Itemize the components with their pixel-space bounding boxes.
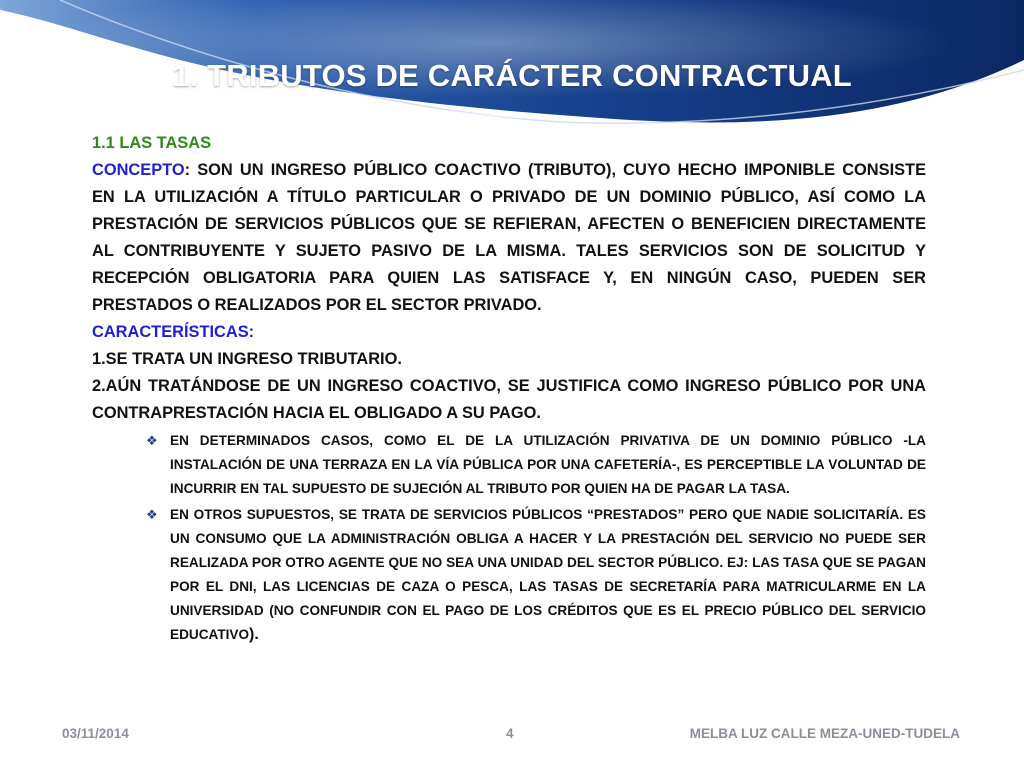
section-heading: 1.1 LAS TASAS bbox=[92, 134, 212, 152]
bullet-text: EN DETERMINADOS CASOS, COMO EL DE LA UTILIZACIÓN PRIVATIVA DE UN DOMINIO PÚBLICO -LA INSTALACIÓN DE UNA TERRAZA EN LA VÍA PÚBLICA POR UNA CAFETERÍA-, ES PERCEPTIBLE LA VOLUNTAD DE INCURRIR EN TAL SUPUESTO DE SUJECIÓN AL TRIBUTO POR QUIEN HA DE PAGAR LA TASA. bbox=[170, 433, 926, 496]
characteristics-label: CARACTERÍSTICAS: bbox=[92, 323, 255, 341]
slide-body bbox=[92, 130, 926, 649]
slide-title: 1. TRIBUTOS DE CARÁCTER CONTRACTUAL bbox=[172, 58, 852, 93]
characteristic-point-1: 1.SE TRATA UN INGRESO TRIBUTARIO. bbox=[92, 350, 402, 368]
characteristic-point-2: 2.AÚN TRATÁNDOSE DE UN INGRESO COACTIVO, SE JUSTIFICA COMO INGRESO PÚBLICO POR UNA CONTRAPRESTACIÓN HACIA EL OBLIGADO A SU PAGO. bbox=[92, 377, 926, 422]
footer-author: MELBA LUZ CALLE MEZA-UNED-TUDELA bbox=[689, 726, 960, 741]
concept-label: CONCEPTO bbox=[92, 161, 185, 179]
footer-date: 03/11/2014 bbox=[62, 726, 129, 741]
concept-text: : SON UN INGRESO PÚBLICO COACTIVO (TRIBUTO), CUYO HECHO IMPONIBLE CONSISTE EN LA UTILIZACIÓN A TÍTULO PARTICULAR O PRIVADO DE UN DOMINIO PÚBLICO, ASÍ COMO LA PRESTACIÓN DE SERVICIOS PÚBLICOS QUE SE REFIERAN, AFECTEN O BENEFICIEN DIRECTAMENTE AL CONTRIBUYENTE Y SUJETO PASIVO DE LA MISMA. TALES SERVICIOS SON DE SOLICITUD Y RECEPCIÓN OBLIGATORIA PARA QUIEN LAS SATISFACE Y, EN NINGÚN CASO, PUEDEN SER PRESTADOS O REALIZADOS POR EL SECTOR PRIVADO. bbox=[92, 161, 926, 314]
bullet-text bbox=[170, 503, 926, 647]
diamond-bullet-icon: ❖ bbox=[146, 507, 158, 522]
header-banner bbox=[0, 0, 1024, 130]
footer bbox=[0, 722, 1024, 746]
concept-paragraph bbox=[92, 157, 926, 319]
bullet-text-body: EN OTROS SUPUESTOS, SE TRATA DE SERVICIOS PÚBLICOS “PRESTADOS” PERO QUE NADIE SOLICITARÍA. ES UN CONSUMO QUE LA ADMINISTRACIÓN OBLIGA A HACER Y LA PRESTACIÓN DEL SERVICIO NO PUEDE SER REALIZADA POR OTRO AGENTE QUE NO SEA UNA UNIDAD DEL SECTOR PÚBLICO. EJ: LAS TASA QUE SE PAGAN POR EL DNI, LAS LICENCIAS DE CAZA O PESCA, LAS TASAS DE SECRETARÍA PARA MATRICULARME EN LA UNIVERSIDAD (NO CONFUNDIR CON EL PAGO DE LOS CRÉDITOS QUE ES EL PRECIO PÚBLICO DEL SERVICIO EDUCATIVO bbox=[170, 507, 926, 642]
page-number: 4 bbox=[506, 726, 514, 741]
diamond-bullet-icon: ❖ bbox=[146, 433, 158, 448]
bullet-list bbox=[146, 429, 926, 647]
list-item bbox=[146, 503, 926, 647]
list-item bbox=[146, 429, 926, 501]
bullet-text-ending: ). bbox=[249, 626, 259, 643]
